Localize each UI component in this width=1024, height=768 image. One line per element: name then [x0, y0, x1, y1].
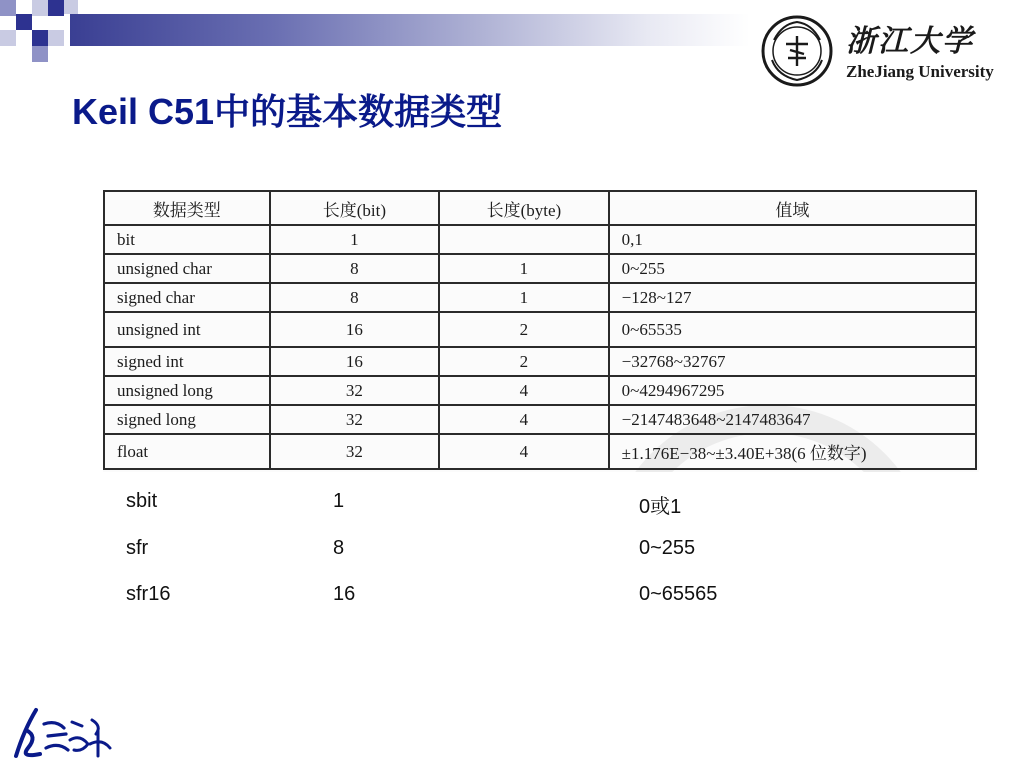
cell-bytes: 4 — [439, 434, 609, 469]
cell-bits: 16 — [270, 347, 439, 376]
extra-row-range: 0或1 — [639, 496, 682, 518]
extra-row-bits: 1 — [333, 490, 345, 512]
table-row — [104, 283, 976, 312]
decor-square — [0, 30, 16, 46]
cell-bits: 32 — [270, 405, 439, 434]
cell-range: 0~255 — [609, 254, 976, 283]
page-title: Keil C51中的基本数据类型 — [72, 91, 503, 132]
cell-bytes: 4 — [439, 376, 609, 405]
decor-square — [32, 0, 48, 16]
cell-type: signed long — [104, 405, 270, 434]
decor-square — [48, 30, 64, 46]
decor-square — [32, 46, 48, 62]
extra-row-type: sfr — [126, 537, 149, 559]
table-row — [104, 312, 976, 347]
cell-bytes: 2 — [439, 312, 609, 347]
extra-row-type: sfr16 — [126, 583, 171, 605]
table-row — [104, 434, 976, 469]
cell-type: unsigned long — [104, 376, 270, 405]
cell-range: 0~65535 — [609, 312, 976, 347]
cell-bits: 32 — [270, 434, 439, 469]
cell-range: 0~4294967295 — [609, 376, 976, 405]
header-gradient-bar — [70, 14, 750, 46]
cell-bits: 8 — [270, 254, 439, 283]
col-header-range: 值域 — [609, 191, 976, 225]
extra-row-range: 0~255 — [639, 537, 696, 559]
table-row — [104, 225, 976, 254]
decor-square — [48, 0, 64, 16]
table-row — [104, 405, 976, 434]
extra-row-type: sbit — [126, 490, 158, 512]
table-row — [104, 347, 976, 376]
extra-row-bits: 8 — [333, 537, 345, 559]
cell-type: float — [104, 434, 270, 469]
col-header-bytes: 长度(byte) — [439, 191, 609, 225]
university-name-en: ZheJiang University — [846, 62, 994, 81]
university-seal-icon — [760, 14, 834, 88]
cell-bytes: 1 — [439, 283, 609, 312]
cell-type: signed int — [104, 347, 270, 376]
table-row — [104, 254, 976, 283]
cell-type: unsigned int — [104, 312, 270, 347]
cell-bits: 8 — [270, 283, 439, 312]
cell-range: −2147483648~2147483647 — [609, 405, 976, 434]
cell-range: 0,1 — [609, 225, 976, 254]
col-header-bits: 长度(bit) — [270, 191, 439, 225]
decor-square — [64, 0, 78, 14]
cell-bytes: 1 — [439, 254, 609, 283]
extra-row-bits: 16 — [333, 583, 356, 605]
university-logo — [760, 10, 1010, 90]
cell-bytes: 2 — [439, 347, 609, 376]
table-header-row — [104, 191, 976, 225]
cell-range: −32768~32767 — [609, 347, 976, 376]
university-name-cn: 浙江大学 — [846, 24, 974, 59]
cell-range: ±1.176E−38~±3.40E+38(6 位数字) — [609, 434, 976, 469]
cell-range: −128~127 — [609, 283, 976, 312]
decor-square — [32, 30, 48, 46]
cell-bytes — [439, 225, 609, 254]
calligraphy-logo-icon — [6, 700, 116, 768]
cell-bits: 32 — [270, 376, 439, 405]
data-type-table — [103, 190, 977, 470]
col-header-type: 数据类型 — [104, 191, 270, 225]
table-row — [104, 376, 976, 405]
cell-type: signed char — [104, 283, 270, 312]
cell-type: bit — [104, 225, 270, 254]
cell-bytes: 4 — [439, 405, 609, 434]
cell-bits: 1 — [270, 225, 439, 254]
cell-bits: 16 — [270, 312, 439, 347]
data-type-table-scan — [103, 190, 979, 472]
extra-row-range: 0~65565 — [639, 583, 718, 605]
decor-square — [0, 0, 16, 16]
cell-type: unsigned char — [104, 254, 270, 283]
decor-square — [16, 14, 32, 30]
